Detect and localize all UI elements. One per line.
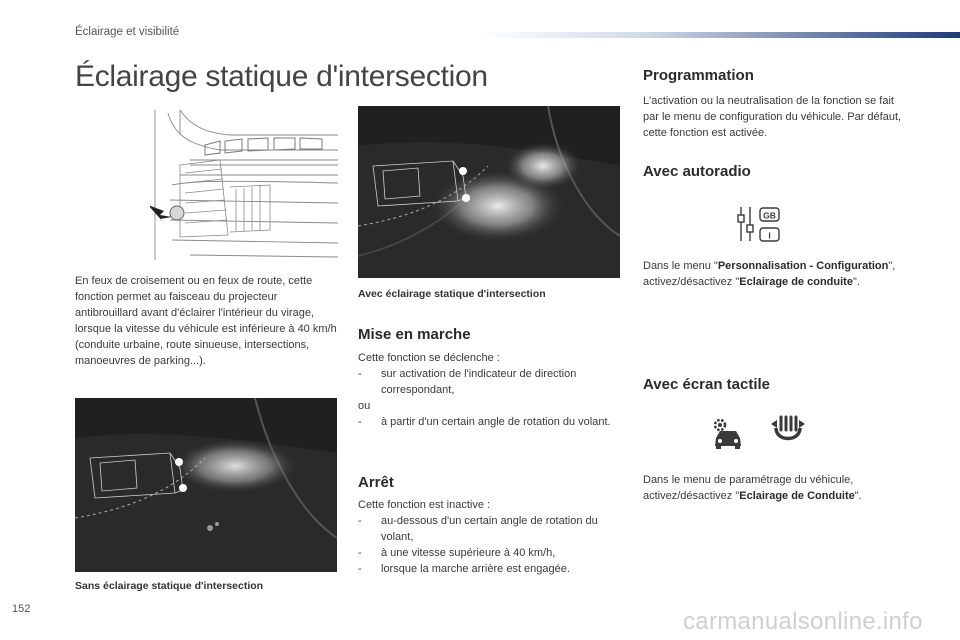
arret-body — [358, 497, 620, 577]
section-header: Éclairage et visibilité — [75, 26, 180, 38]
mise-en-marche-body — [358, 350, 620, 430]
mise-en-marche-or: ou — [358, 400, 371, 412]
caption-with: Avec éclairage statique d'intersection — [358, 288, 546, 300]
photo-without-cornering-light — [75, 398, 337, 572]
autoradio-text-pre: Dans le menu " — [643, 260, 718, 272]
autoradio-title: Avec autoradio — [643, 163, 751, 180]
mise-en-marche-title: Mise en marche — [358, 326, 471, 343]
photo-with-cornering-light — [358, 106, 620, 278]
list-item: - lorsque la marche arrière est engagée. — [358, 561, 620, 577]
ecran-text — [643, 472, 913, 504]
page-title: Éclairage statique d'intersection — [75, 60, 488, 93]
autoradio-text-mid: ", activez/désactivez " — [643, 260, 896, 288]
list-item: - à partir d'un certain angle de rotation du volant. — [358, 414, 620, 430]
icon-label-i: I — [768, 230, 771, 241]
header-bar — [480, 32, 960, 38]
autoradio-menu: Personnalisation - Configuration — [717, 260, 889, 272]
bumper-illustration — [150, 105, 338, 265]
icon-label-gb: GB — [763, 210, 776, 221]
caption-without: Sans éclairage statique d'intersection — [75, 580, 264, 592]
autoradio-text-post: ". — [852, 276, 860, 288]
intro-paragraph: En feux de croisement ou en feux de route, cette fonction permet au faisceau du projecteur antibrouillard avant d'éclairer l'intérieur du virage, lorsque la vitesse du véhicule est inférieure à 40 km/h (conduite urbaine, route sinueuse, intersections, manoeuvres de parking...). — [75, 275, 337, 367]
autoradio-option: Eclairage de conduite — [739, 276, 853, 288]
ecran-option: Eclairage de Conduite — [739, 490, 855, 502]
vehicle-settings-icon — [710, 416, 746, 452]
programmation-text: L'activation ou la neutralisation de la fonction se fait par le menu de configuration du véhicule. Par défaut, cette fonction est activée. — [643, 95, 902, 139]
mise-en-marche-intro: Cette fonction se déclenche : — [358, 352, 500, 364]
page-number: 152 — [12, 603, 31, 615]
cornering-light-icon — [768, 414, 808, 450]
list-item: - au-dessous d'un certain angle de rotation du volant, — [358, 513, 620, 545]
list-item: - sur activation de l'indicateur de direction correspondant, — [358, 366, 620, 398]
autoradio-text — [643, 258, 913, 290]
watermark: carmanualsonline.info — [683, 608, 923, 635]
settings-sliders-icon — [736, 205, 782, 245]
ecran-text-pre: Dans le menu de paramétrage du véhicule, activez/désactivez " — [643, 474, 854, 502]
arret-title: Arrêt — [358, 474, 394, 491]
programmation-title: Programmation — [643, 67, 754, 84]
ecran-title: Avec écran tactile — [643, 376, 771, 393]
ecran-text-post: ". — [854, 490, 862, 502]
list-item: - à une vitesse supérieure à 40 km/h, — [358, 545, 620, 561]
arret-intro: Cette fonction est inactive : — [358, 499, 491, 511]
